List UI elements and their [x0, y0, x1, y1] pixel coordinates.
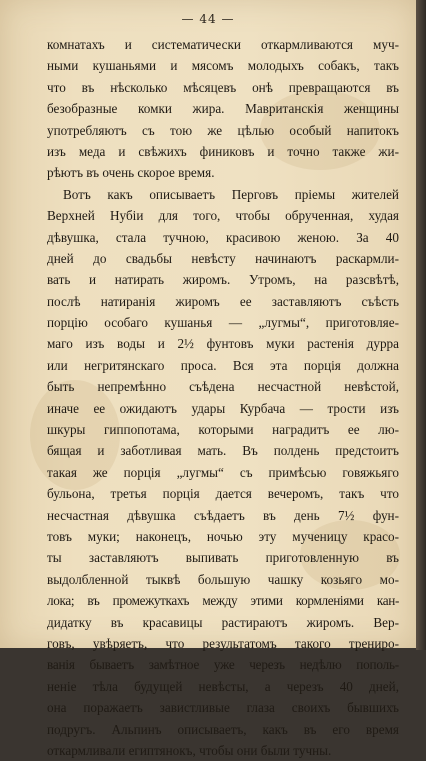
text-line: товъ муки; наконецъ, ночью эту мученицу красо-	[47, 528, 399, 544]
text-line: несчастная дѣвушка съѣдаетъ въ день 7½ фун-	[47, 507, 399, 523]
text-line: Верхней Нубіи для того, чтобы обрученная, худая	[47, 208, 399, 224]
text-line: маго изъ воды и 2½ фунтовъ муки растенія дурра	[47, 336, 399, 352]
text-line: употребляютъ съ тою же цѣлью особый напитокъ	[47, 122, 399, 138]
text-line: порцію особаго кушанья — „лугмы“, приготовляе-	[47, 315, 399, 331]
text-line: дидатку въ красавицы растираютъ жиромъ. Вер-	[47, 614, 399, 630]
text-line: дней до свадьбы невѣсту начинаютъ раскармли-	[47, 250, 399, 266]
text-line: лока; въ промежуткахъ между этими кормленіями кан-	[47, 593, 399, 609]
text-line: рѣютъ въ очень скорое время.	[47, 165, 215, 181]
text-line: ванія бываетъ замѣтное уже черезъ недѣлю пополь-	[47, 657, 399, 673]
text-line: она поражаетъ завистливые глаза своихъ бывшихъ	[47, 700, 399, 716]
text-line: выдолбленной тыквѣ большую чашку козьяго мо-	[47, 571, 399, 587]
text-line: Вотъ какъ описываетъ Перговъ пріемы жителей	[63, 186, 399, 202]
text-line: откармливали египтянокъ, чтобы они были тучны.	[47, 742, 332, 758]
text-line: ными кушаньями и мясомъ молодыхъ собакъ, такъ	[47, 58, 399, 74]
text-line: комнатахъ и систематически откармливаются муч-	[47, 37, 399, 52]
text-line: послѣ натиранія жиромъ ее заставляютъ съѣсть	[47, 293, 399, 309]
text-line: вать и натирать жиромъ. Утромъ, на разсвѣтѣ,	[47, 272, 399, 288]
text-line: бульона, третья порція дается вечеромъ, такъ что	[47, 486, 399, 502]
text-line: иначе ее ожидаютъ удары Курбача — трости изъ	[47, 400, 399, 416]
text-line: подругъ. Альпинъ описываетъ, какъ въ его время	[47, 721, 399, 737]
text-line: такая же порція „лугмы“ съ примѣсью говяжьяго	[47, 464, 399, 480]
text-line: что въ нѣсколько мѣсяцевъ онѣ превращаются въ	[47, 79, 399, 95]
text-line: или негритянскаго проса. Вся эта порція должна	[47, 357, 399, 373]
text-line: дѣвушка, стала тучною, красивою женою. За 40	[47, 229, 399, 245]
text-line: говъ, увѣряетъ, что результатомъ такого трениро-	[47, 635, 399, 651]
page-number: — 44 —	[181, 12, 235, 26]
text-line: быть непремѣнно съѣдена несчастной невѣстой,	[47, 379, 399, 395]
text-line: шкуры гиппопотама, которыми наградитъ ее лю-	[47, 422, 399, 438]
text-line: изъ меда и свѣжихъ финиковъ и точно также жи-	[47, 143, 399, 159]
text-line: бящая и заботливая мать. Въ полдень предстоитъ	[47, 443, 399, 459]
text-line: неніе тѣла будущей невѣсты, а черезъ 40 дней,	[47, 678, 399, 694]
text-line: ты заставляютъ выпивать приготовленную въ	[47, 550, 399, 566]
body-text	[47, 34, 399, 761]
book-spine-edge	[416, 0, 426, 650]
text-line: безобразные комки жира. Мавританскія женщины	[47, 101, 399, 117]
